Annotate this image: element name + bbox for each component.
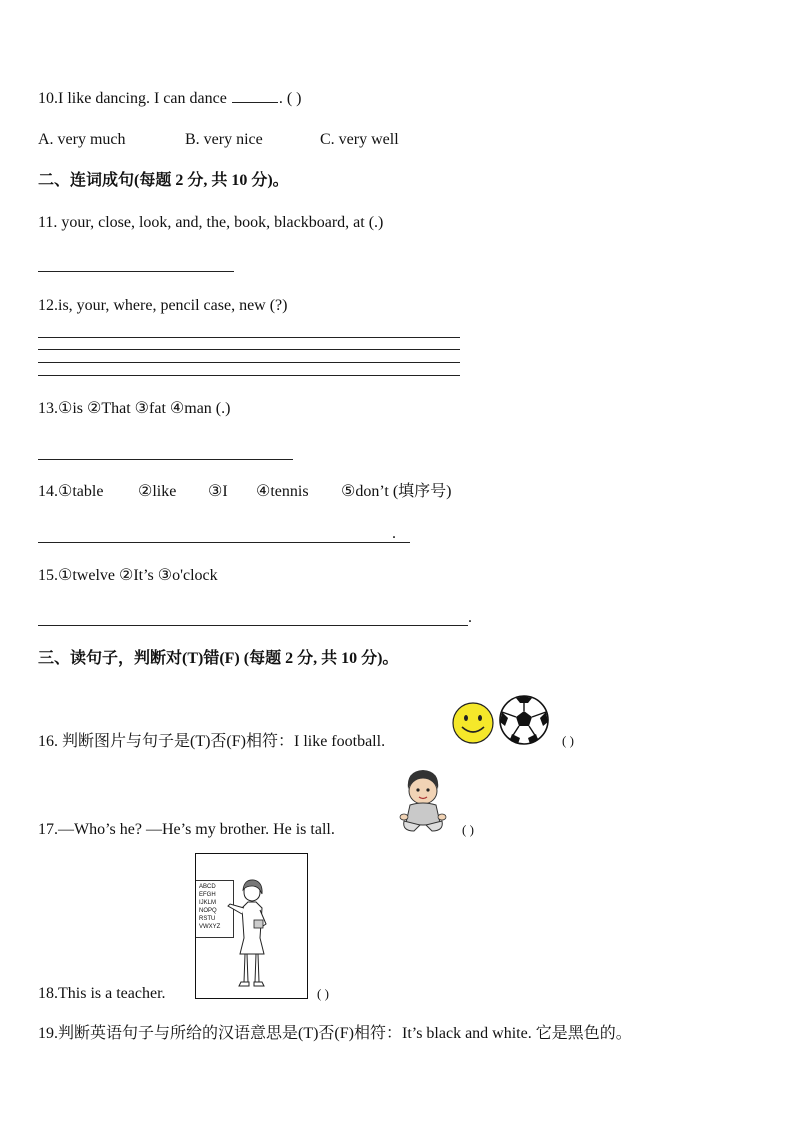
q15-end-period: .	[468, 609, 472, 626]
smiley-face-icon	[451, 701, 495, 745]
q14-part-5: ⑤don’t (填序号)	[341, 483, 452, 500]
q14-part-1: 14.①table	[38, 483, 104, 500]
section-3-heading: 三、读句子，判断对(T)错(F) (每题 2 分, 共 10 分)。	[38, 650, 399, 667]
q10-option-c[interactable]: C. very well	[320, 131, 399, 148]
board-letters-line-5: RSTU	[199, 916, 216, 922]
question-15-text: 15.①twelve ②It’s ③o'clock	[38, 567, 218, 584]
q12-answer-line-4[interactable]	[38, 375, 460, 376]
q14-end-period: .	[392, 525, 396, 542]
question-17-text: 17.—Who’s he? —He’s my brother. He is tall.	[38, 821, 335, 838]
board-letters-line-4: NOPQ	[199, 908, 217, 914]
q18-answer-parentheses[interactable]: ( )	[317, 986, 329, 1001]
section-2-heading: 二、连词成句(每题 2 分, 共 10 分)。	[38, 172, 289, 189]
question-12-text: 12.is, your, where, pencil case, new (?)	[38, 297, 288, 314]
question-13-text: 13.①is ②That ③fat ④man (.)	[38, 400, 231, 417]
q12-answer-line-1[interactable]	[38, 337, 460, 338]
q12-answer-line-2[interactable]	[38, 349, 460, 350]
q15-answer-line[interactable]	[38, 625, 468, 626]
q13-answer-line[interactable]	[38, 459, 293, 460]
question-16-text: 16. 判断图片与句子是(T)否(F)相符：I like football.	[38, 733, 386, 750]
q11-answer-line[interactable]	[38, 271, 234, 272]
board-letters-line-1: ABCD	[199, 884, 216, 890]
q14-part-3: ③I	[208, 483, 228, 500]
soccer-ball-icon	[498, 694, 550, 746]
teacher-picture-frame	[195, 853, 308, 999]
teacher-figure-icon	[226, 878, 276, 990]
q10-option-a[interactable]: A. very much	[38, 131, 126, 148]
board-letters-line-2: EFGH	[199, 892, 216, 898]
q14-part-4: ④tennis	[256, 483, 309, 500]
board-letters-line-3: IJKLM	[199, 900, 217, 906]
baby-boy-icon	[398, 767, 448, 835]
question-19-text: 19.判断英语句子与所给的汉语意思是(T)否(F)相符：It’s black and white. 它是黑色的。	[38, 1025, 632, 1042]
board-letters-line-6: VWXYZ	[199, 924, 221, 930]
question-11-text: 11. your, close, look, and, the, book, blackboard, at (.)	[38, 214, 384, 231]
q14-answer-line[interactable]	[38, 542, 410, 543]
q17-answer-parentheses[interactable]: ( )	[462, 822, 474, 837]
q12-answer-line-3[interactable]	[38, 362, 460, 363]
q14-part-2: ②like	[138, 483, 177, 500]
question-18-text: 18.This is a teacher.	[38, 985, 166, 1002]
q10-answer-blank[interactable]	[232, 88, 278, 103]
q10-option-b[interactable]: B. very nice	[185, 131, 263, 148]
q10-stem-prefix: 10.I like dancing. I can dance	[38, 90, 231, 107]
question-10-stem	[38, 88, 301, 109]
q10-stem-suffix: . ( )	[278, 90, 302, 107]
q16-answer-parentheses[interactable]: ( )	[562, 733, 574, 748]
